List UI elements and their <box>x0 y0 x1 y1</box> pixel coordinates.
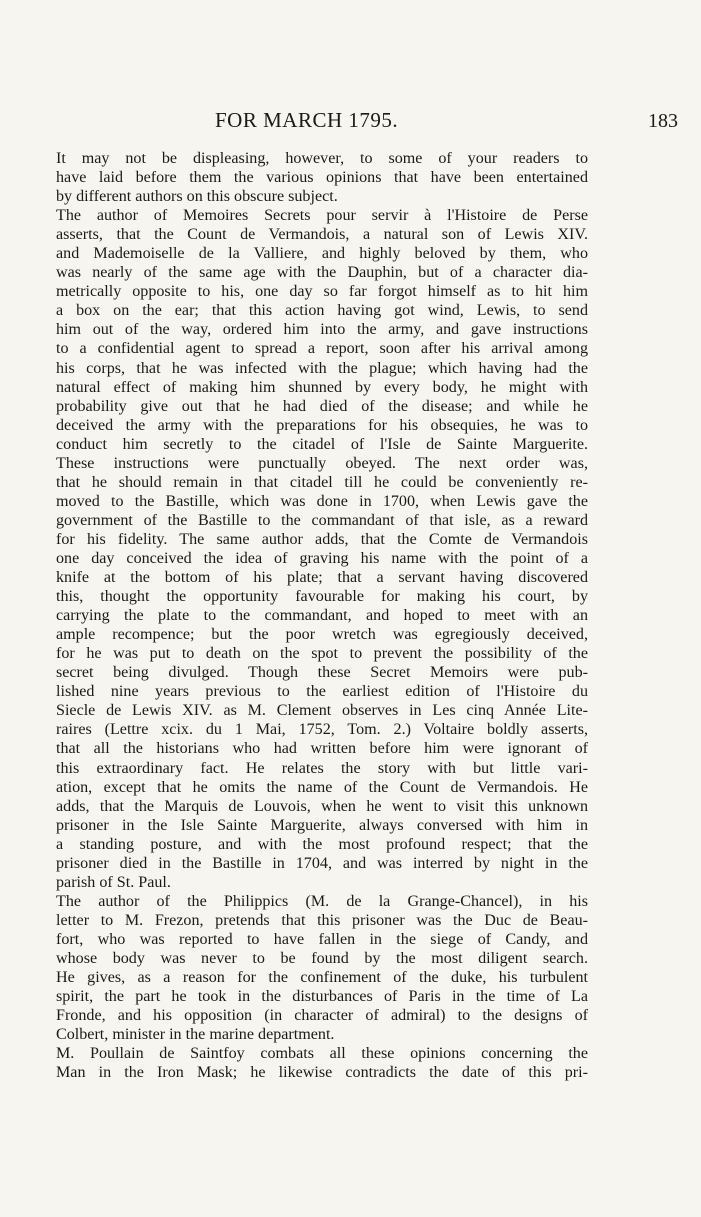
text-line: He gives, as a reason for the confinement of the duke, his turbulent <box>56 969 588 987</box>
text-line: that he should remain in that citadel till he could be conveniently re- <box>56 473 588 491</box>
text-line: M. Poullain de Saintfoy combats all these opinions concerning the <box>56 1045 588 1063</box>
page-number: 183 <box>648 110 678 132</box>
text-line: him out of the way, ordered him into the army, and gave instructions <box>56 321 588 339</box>
text-line: Siecle de Lewis XIV. as M. Clement observes in Les cinq Année Lite- <box>56 702 588 720</box>
text-line: secret being divulged. Though these Secret Memoirs were pub- <box>56 664 588 682</box>
text-line: moved to the Bastille, which was done in 1700, when Lewis gave the <box>56 492 588 510</box>
text-line: The author of the Philippics (M. de la Grange-Chancel), in his <box>56 892 588 910</box>
page-header <box>0 108 701 138</box>
text-line: this extraordinary fact. He relates the story with but little vari- <box>56 759 588 777</box>
text-line: by different authors on this obscure subject. <box>56 188 338 206</box>
text-line: The author of Memoires Secrets pour servir à l'Histoire de Perse <box>56 207 588 225</box>
text-line: and Mademoiselle de la Valliere, and highly beloved by them, who <box>56 245 588 263</box>
text-line: Man in the Iron Mask; he likewise contradicts the date of this pri- <box>56 1064 588 1082</box>
text-line: prisoner died in the Bastille in 1704, and was interred by night in the <box>56 854 588 872</box>
text-line: fort, who was reported to have fallen in the siege of Candy, and <box>56 930 588 948</box>
text-line: whose body was never to be found by the most diligent search. <box>56 949 588 967</box>
text-line: deceived the army with the preparations for his obsequies, he was to <box>56 416 588 434</box>
text-line: spirit, the part he took in the disturbances of Paris in the time of La <box>56 988 588 1006</box>
text-line: government of the Bastille to the commandant of that isle, as a reward <box>56 511 588 529</box>
text-line: letter to M. Frezon, pretends that this prisoner was the Duc de Beau- <box>56 911 588 929</box>
text-line: have laid before them the various opinions that have been entertained <box>56 169 588 187</box>
text-line: knife at the bottom of his plate; that a servant having discovered <box>56 569 588 587</box>
text-line: for he was put to death on the spot to prevent the possibility of the <box>56 645 588 663</box>
text-line: natural effect of making him shunned by every body, he might with <box>56 378 588 396</box>
text-line: that all the historians who had written before him were ignorant of <box>56 740 588 758</box>
text-line: was nearly of the same age with the Dauphin, but of a character dia- <box>56 264 588 282</box>
text-line: asserts, that the Count de Vermandois, a natural son of Lewis XIV. <box>56 226 588 244</box>
text-line: one day conceived the idea of graving his name with the point of a <box>56 549 588 567</box>
text-line: a standing posture, and with the most profound respect; that the <box>56 835 588 853</box>
text-line: Colbert, minister in the marine department. <box>56 1026 335 1044</box>
text-line: for his fidelity. The same author adds, that the Comte de Vermandois <box>56 530 588 548</box>
text-line: Fronde, and his opposition (in character of admiral) to the designs of <box>56 1007 588 1025</box>
text-line: lished nine years previous to the earliest edition of l'Histoire du <box>56 683 588 701</box>
text-line: ation, except that he omits the name of the Count de Vermandois. He <box>56 778 588 796</box>
text-line: carrying the plate to the commandant, and hoped to meet with an <box>56 607 588 625</box>
text-line: It may not be displeasing, however, to some of your readers to <box>56 150 588 167</box>
text-line: to a confidential agent to spread a report, soon after his arrival among <box>56 340 588 358</box>
text-line: adds, that the Marquis de Louvois, when he went to visit this unknown <box>56 797 588 815</box>
text-line: parish of St. Paul. <box>56 873 171 891</box>
text-line: probability give out that he had died of the disease; and while he <box>56 397 588 415</box>
text-line: metrically opposite to his, one day so far forgot himself as to hit him <box>56 283 588 301</box>
text-line: These instructions were punctually obeyed. The next order was, <box>56 454 588 472</box>
body-text <box>56 149 588 1082</box>
running-head: FOR MARCH 1795. <box>215 108 399 132</box>
text-line: raires (Lettre xcix. du 1 Mai, 1752, Tom. 2.) Voltaire boldly asserts, <box>56 721 588 739</box>
text-line: ample recompence; but the poor wretch was egregiously deceived, <box>56 626 588 644</box>
text-line: his corps, that he was infected with the plague; which having had the <box>56 359 588 377</box>
text-line: a box on the ear; that this action having got wind, Lewis, to send <box>56 302 588 320</box>
text-line: this, thought the opportunity favourable for making his court, by <box>56 588 588 606</box>
text-line: conduct him secretly to the citadel of l'Isle de Sainte Marguerite. <box>56 435 588 453</box>
text-line: prisoner in the Isle Sainte Marguerite, always conversed with him in <box>56 816 588 834</box>
